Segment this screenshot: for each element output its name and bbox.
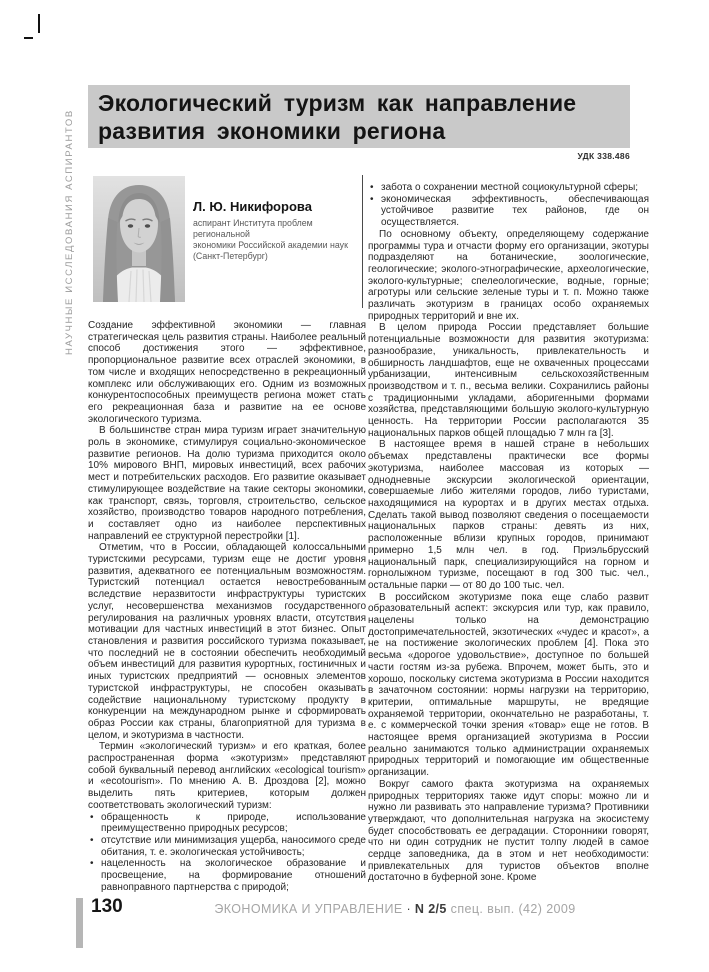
issue-detail: спец. вып. (42) 2009 <box>450 902 576 916</box>
author-affiliation-line2: экономики Российской академии наук <box>193 240 348 250</box>
list-item: • экономическая эффективность, обеспечивающая устойчивое развитие тех районов, где он осуществляется. <box>368 194 649 229</box>
crop-mark-vertical <box>38 14 40 33</box>
paragraph: Вокруг самого факта экотуризма на охраняемых природных территориях также идут споры: можно ли и нужно ли развивать это направление туризма? Противники утверждают, что дополнительная нагрузка на экосистему будет способствовать ее деградации. Сторонники говорят, что ни один сотрудник не пустит толпу людей в самое сердце заповедника, да в этом и нет необходимости: привлекательных для туристов объектов вполне достаточно в буферной зоне. Кроме <box>368 778 649 884</box>
list-item: • забота о сохранении местной социокультурной сферы; <box>368 182 649 194</box>
article-column-right <box>368 182 649 898</box>
article-title-band <box>88 85 630 148</box>
page-number: 130 <box>91 896 123 917</box>
article-title-line2: развития экономики региона <box>98 118 446 144</box>
paragraph: Отметим, что в России, обладающей колоссальными туристскими ресурсами, туризм еще не достиг уровня развития, адекватного ее потенциальным возможностям. Туристский потенциал остается невостребованным вследствие неразвитости инфраструктуры туристских услуг, несовершенства механизмов государственного регулирования на различных уровнях власти, отсутствия мотивации для частных инвестиций в этот бизнес. Опыт становления и развития российского туризма показывает, что последний не в состоянии обеспечить необходимый объем инвестиций для развития курортных, гостиничных и иных туристских предприятий — основных элементов туристской инфраструктуры, не способен оказывать содействие национальному туристскому продукту в конкуренции на международном рынке и сформировать образ России как страны, благоприятной для туризма в целом, и экотуризма в частности. <box>88 542 366 741</box>
issue-number: N 2/5 <box>414 902 447 916</box>
paragraph: В большинстве стран мира туризм играет значительную роль в экономике, стимулируя социально-экономическое развитие регионов. На долю туризма приходится около 10% мирового ВНП, мировых инвестиций, всех рабочих мест и потребительских расходов. Его развитие оказывает стимулирующее воздействие на такие секторы экономики, как транспорт, связь, торговля, строительство, сельское хозяйство, производство товаров народного потребления, и составляет одно из наиболее перспективных направлений ее структурной перестройки [1]. <box>88 425 366 542</box>
list-item: • обращенность к природе, использование преимущественно природных ресурсов; <box>88 812 366 835</box>
list-item: • отсутствие или минимизация ущерба, наносимого среде обитания, т. е. экологическая устойчивость; <box>88 835 366 858</box>
portrait-photo-placeholder <box>93 176 185 302</box>
paragraph: Создание эффективной экономики — главная стратегическая цель развития страны. Наиболее реальный способ достижения этого — эффективное, пропорциональное развитие всех отраслей экономики, в том числе и входящих непосредственно в рекреационный комплекс или обслуживающих его. Одним из возможных конкурентоспособных преимуществ региона может стать его рекреационная база и развитие на ее основе экологического туризма. <box>88 320 366 425</box>
author-affiliation-line3: (Санкт-Петербург) <box>193 251 268 261</box>
list-item: • нацеленность на экологическое образование и просвещение, на формирование отношений равноправного партнерства с природой; <box>88 858 366 893</box>
article-column-left <box>88 320 366 898</box>
criteria-list <box>88 812 366 894</box>
footer-accent-bar <box>76 898 83 948</box>
author-affiliation-line1: аспирант Института проблем региональной <box>193 218 313 239</box>
section-rubric-label: НАУЧНЫЕ ИССЛЕДОВАНИЯ АСПИРАНТОВ <box>64 109 75 355</box>
paragraph: В настоящее время в нашей стране в небольших объемах представлены практически все формы экотуризма, наиболее массовая из которых — однодневные экскурсии экологической ориентации, совершаемые либо жителями городов, либо туристами, находящимися на курортах и в других местах отдыха. Сделать такой вывод позволяют сведения о посещаемости национальных парков страны: девять из них, расположенные вблизи крупных городов, принимают примерно 1,5 млн чел. в год. Приэльбрусский национальный парк, специализирующийся на горном и горнолыжном туризме, посещают в год 300 тыс. чел., остальные парки — от 80 до 100 тыс. чел. <box>368 439 649 591</box>
crop-mark-horizontal <box>24 37 33 39</box>
column-divider-line <box>362 175 363 308</box>
footer-separator: · <box>406 902 412 916</box>
author-name: Л. Ю. Никифорова <box>193 199 312 214</box>
paragraph: В российском экотуризме пока еще слабо развит образовательный аспект: экскурсия или тур, как правило, нацелены только на демонстрацию достопримечательностей, экзотических «чудес и красот», а не на постижение экологических проблем [4]. Пока это весьма «дорогое удовольствие», доступное по большей части гостям из-за рубежа. Впрочем, может быть, это и хорошо, поскольку система экотуризма в России находится в зачаточном состоянии: нормы нагрузки на территорию, критерии, оптимальные маршруты, не вредящие охраняемой территории, окончательно не разработаны, т. е. с коммерческой точки зрения «товар» еще не готов. В настоящее время организацией экотуризма в России реально занимаются только администрации охраняемых природных территорий и помогающие им общественные организации. <box>368 591 649 779</box>
journal-name: ЭКОНОМИКА И УПРАВЛЕНИЕ <box>214 902 403 916</box>
paragraph: В целом природа России представляет большие потенциальные возможности для развития экотуризма: разнообразие, уникальность, привлекательность и обширность ландшафтов, еще не охваченных процессами урбанизации, интенсивным сельскохозяйственным производством и т. п., весьма велики. Сохранились районы с традиционными укладами, аборигенными формами хозяйства, представляющими большую эколого-культурную ценность. На территории России располагаются 35 национальных парков общей площадью 7 млн га [3]. <box>368 322 649 439</box>
author-block <box>193 199 361 262</box>
author-photo <box>93 176 185 302</box>
paragraph: По основному объекту, определяющему содержание программы тура и отчасти форму его организации, экотуры подразделяют на ботанические, зоологические, геологические; эколого-этнографические, археологические, эколого-культурные; спелеологические, водные, горные; агротуры или сельские зеленые туры и т. п. Можно также различать экотуризм в границах особо охраняемых природных территорий и вне их. <box>368 228 649 322</box>
paragraph: Термин «экологический туризм» и его краткая, более распространенная форма «экотуризм» представляют собой буквальный перевод английских «ecological tourism» и «ecotourism». По мнению А. В. Дроздова [2], можно выделить пять критериев, которым должен соответствовать экологический туризм: <box>88 741 366 811</box>
journal-footer <box>160 902 630 916</box>
criteria-list-continued <box>368 182 649 229</box>
udc-code: УДК 338.486 <box>577 151 630 161</box>
article-title-line1: Экологический туризм как направление <box>98 90 577 116</box>
